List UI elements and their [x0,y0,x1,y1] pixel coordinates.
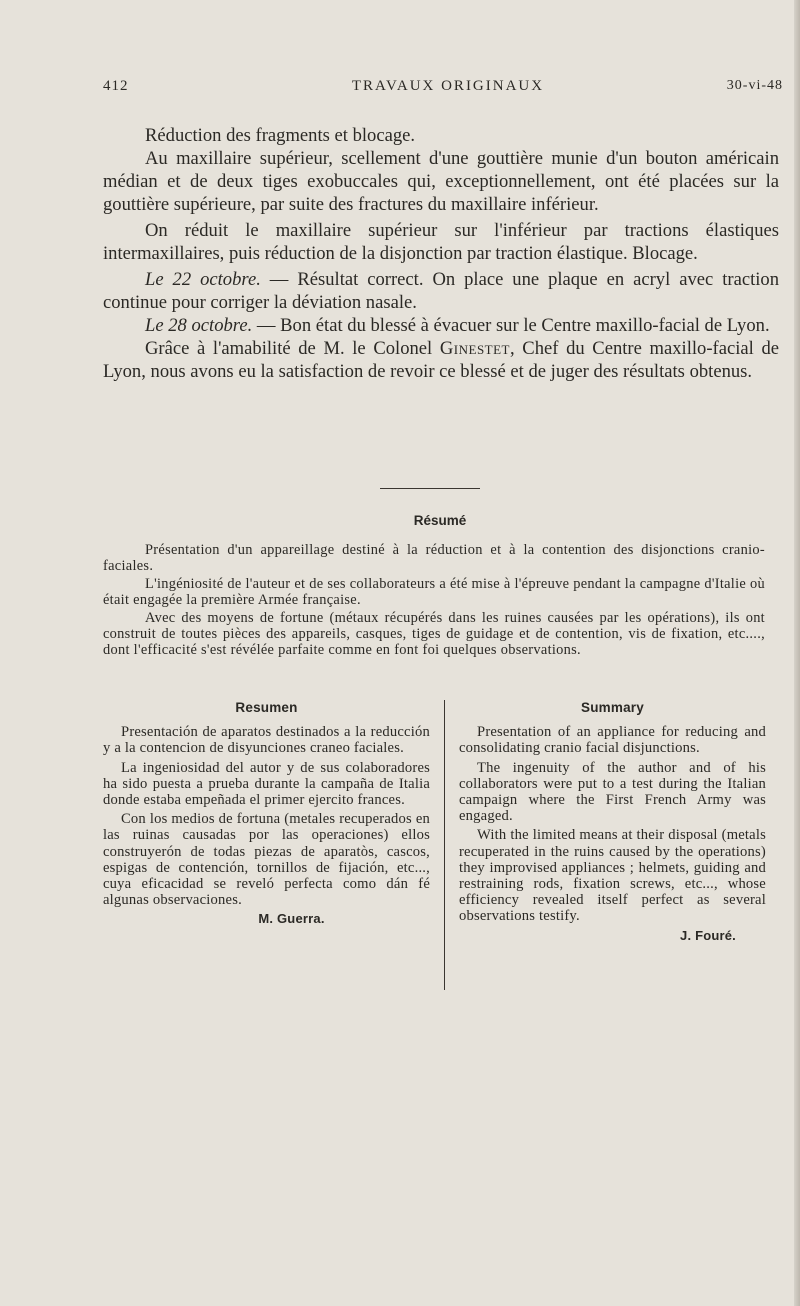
summary-paragraph: Presentation of an appliance for reducing and consolidating cranio facial disjunctions. [459,724,766,757]
paragraph [103,314,779,337]
paragraph-text: — Bon état du blessé à évacuer sur le Centre maxillo-facial de Lyon. [252,315,770,336]
summary-heading: Summary [581,700,644,715]
resume-paragraph: Avec des moyens de fortune (métaux récupérés dans les ruines causées par les opérations), ils ont construit de toutes pièces des appareils, casques, tiges de guidage et de contention, vis de fixation, etc...., dont l'efficacité s'est révélée parfaite comme en font foi quelques observations. [103,610,765,658]
summary-column [459,700,766,944]
page-number: 412 [103,78,129,94]
column-divider [444,700,445,990]
running-header [103,78,783,102]
paragraph: Réduction des fragments et blocage. [145,125,416,146]
person-name: Ginestet [439,338,510,359]
paragraph-text: , Chef du Centre maxillo-facial de Lyon, nous avons eu la satisfaction de revoir ce blessé et de juger des résultats obtenus. [103,338,779,382]
summary-signature: J. Fouré. [680,927,736,943]
page-edge [794,0,800,1306]
resume-paragraph: L'ingéniosité de l'auteur et de ses collaborateurs a été mise à l'épreuve pendant la campagne d'Italie où était engagée la première Armée française. [103,576,765,608]
resume-section [103,542,765,660]
date-label: Le 22 octobre. [145,269,261,290]
date-label: Le 28 octobre. [145,315,253,336]
summary-paragraph: With the limited means at their disposal (metals recuperated in the ruins caused by the operations) they improvised appliances ; helmets, guiding and restraining rods, fixation screws, etc..., whose efficiency revealed itself perfect as several observations testify. [459,827,766,925]
paragraph: Au maxillaire supérieur, scellement d'une gouttière munie d'un bouton américain médian et de deux tiges exobuccales qui, exceptionnellement, ont été placées sur la gouttière supérieure, par suite des fractures du maxillaire inférieur. [103,148,779,215]
resumen-paragraph: La ingeniosidad del autor y de sus colaboradores ha sido puesta a prueba durante la campaña de Italia donde estaba empeñada el primer ejercito frances. [103,759,430,809]
resumen-signature: M. Guerra. [258,911,325,927]
paragraph: On réduit le maxillaire supérieur sur l'inférieur par tractions élastiques intermaxillaires, puis réduction de la disjonction par traction élastique. Blocage. [103,220,779,264]
paragraph-text: — Résultat correct. On place une plaque en acryl avec traction continue pour corriger la déviation nasale. [103,269,780,313]
paragraph [103,268,779,314]
paragraph [103,337,779,383]
resumen-column [103,700,430,928]
section-divider [380,488,480,489]
resume-heading: Résumé [413,513,467,528]
resumen-paragraph: Con los medios de fortuna (metales recuperados en las ruinas causadas por las operaciones) ellos construyerón de todas piezas de aparatòs, cascos, espigas de contención, tornillos de fijación, etc..., cuya eficacidad se reveló perfecta como dán fé algunas observaciones. [103,811,430,909]
paragraph-text: Grâce à l'amabilité de M. le Colonel [145,338,440,359]
issue-date: 30-vi-48 [726,78,783,93]
article-body [103,124,779,383]
resume-paragraph: Présentation d'un appareillage destiné à la réduction et à la contention des disjonctions cranio-faciales. [103,542,765,574]
running-title: TRAVAUX ORIGINAUX [351,78,545,94]
resumen-paragraph: Presentación de aparatos destinados a la reducción y a la contencion de disyunciones craneo faciales. [103,724,430,757]
resumen-heading: Resumen [235,700,298,715]
summary-paragraph: The ingenuity of the author and of his collaborators were put to a test during the Italian campaign where the First French Army was engaged. [459,759,766,825]
